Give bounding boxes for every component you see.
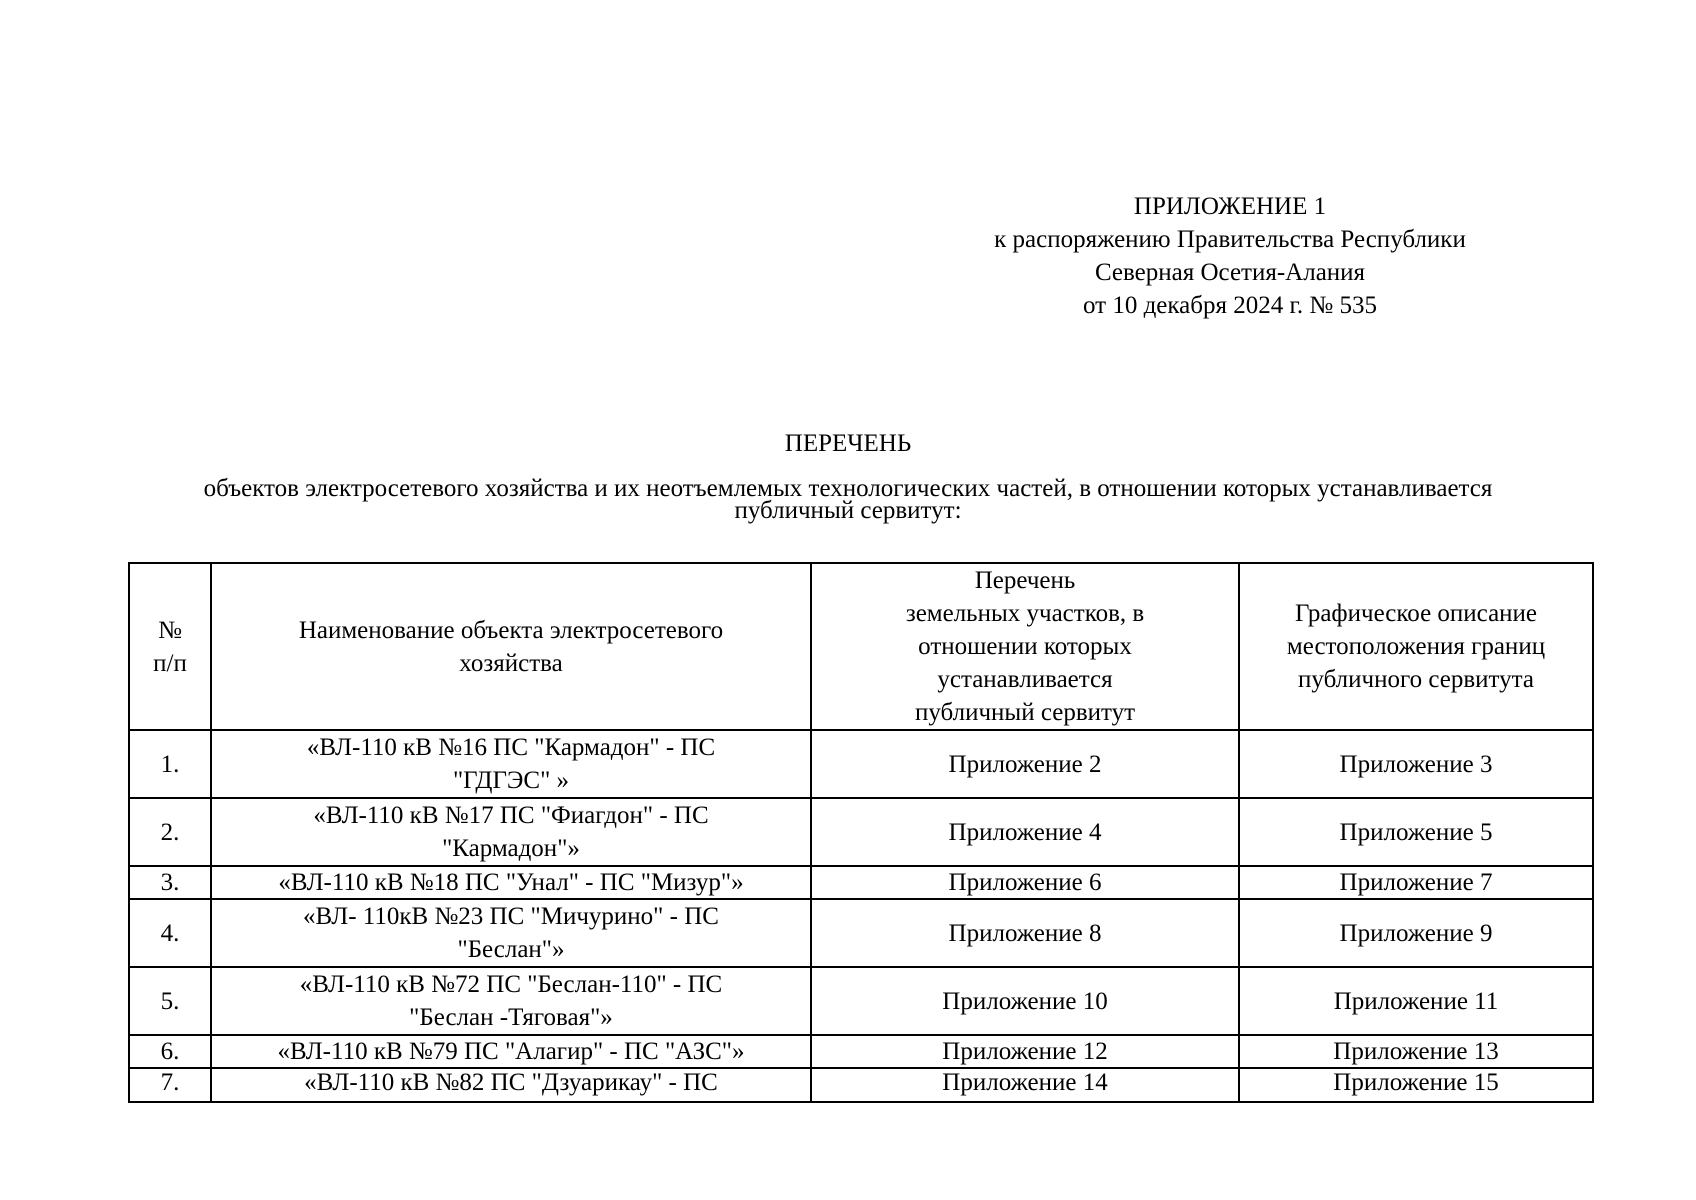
table-header-row xyxy=(129,563,1593,730)
row-object-name xyxy=(211,967,811,1035)
annex-line-3: Северная Осетия-Алания xyxy=(1094,259,1366,286)
document-title: ПЕРЕЧЕНЬ xyxy=(784,430,912,457)
row-plots-annex: Приложение 8 xyxy=(811,899,1239,967)
object-name-line: "Беслан -Тяговая"» xyxy=(409,1004,613,1031)
row-plots-annex: Приложение 6 xyxy=(811,866,1239,899)
object-name-line: «ВЛ-110 кВ №16 ПС "Кармадон" - ПС xyxy=(306,734,716,761)
annex-line-4: от 10 декабря 2024 г. № 535 xyxy=(1082,292,1378,319)
row-object-name xyxy=(211,866,811,899)
table-row xyxy=(129,1035,1593,1068)
header-name-line: хозяйства xyxy=(459,649,563,677)
row-num: 6. xyxy=(129,1035,211,1068)
table-row xyxy=(129,730,1593,798)
header-graphic-line: публичного сервитута xyxy=(1298,666,1534,693)
object-name-line: «ВЛ-110 кВ №72 ПС "Беслан-110" - ПС xyxy=(299,971,723,998)
subtitle-line-2: публичный сервитут: xyxy=(734,497,962,524)
table-row xyxy=(129,967,1593,1035)
table-row xyxy=(129,1068,1593,1102)
document-subtitle xyxy=(110,475,1586,524)
row-graphic-annex: Приложение 3 xyxy=(1239,730,1593,798)
row-object-name xyxy=(211,798,811,866)
header-num-line: п/п xyxy=(153,649,187,677)
object-name-line: «ВЛ- 110кВ №23 ПС "Мичурино" - ПС xyxy=(303,903,719,930)
object-name-line: «ВЛ-110 кВ №79 ПС "Алагир" - ПС "АЗС"» xyxy=(277,1038,745,1065)
row-plots-annex: Приложение 10 xyxy=(811,967,1239,1035)
object-name-line: "Беслан"» xyxy=(457,936,565,963)
row-object-name xyxy=(211,730,811,798)
row-object-name xyxy=(211,899,811,967)
annex-heading xyxy=(950,190,1510,322)
row-graphic-annex: Приложение 9 xyxy=(1239,899,1593,967)
object-name-line: "ГДГЭС" » xyxy=(452,767,570,794)
object-name-line: «ВЛ-110 кВ №18 ПС "Унал" - ПС "Мизур"» xyxy=(278,869,744,896)
row-num: 3. xyxy=(129,866,211,899)
header-plots-line: Перечень xyxy=(974,567,1076,594)
header-plots-line: публичный сервитут xyxy=(914,699,1136,726)
row-object-name xyxy=(211,1068,811,1102)
row-num: 2. xyxy=(129,798,211,866)
table-row xyxy=(129,866,1593,899)
header-num-line: № xyxy=(158,616,182,644)
header-graphic-line: Графическое описание xyxy=(1294,600,1538,627)
object-name-line: «ВЛ-110 кВ №82 ПС "Дзуарикау" - ПС xyxy=(304,1069,718,1096)
row-num: 7. xyxy=(129,1068,211,1102)
row-object-name xyxy=(211,1035,811,1068)
row-graphic-annex: Приложение 5 xyxy=(1239,798,1593,866)
annex-line-2: к распоряжению Правительства Республики xyxy=(994,226,1466,253)
header-name xyxy=(211,563,811,730)
header-plots-line: земельных участков, в xyxy=(905,600,1145,627)
row-graphic-annex: Приложение 7 xyxy=(1239,866,1593,899)
row-plots-annex: Приложение 2 xyxy=(811,730,1239,798)
subtitle-line-1: объектов электросетевого хозяйства и их неотъемлемых технологических частей, в отношении которых устанавливается xyxy=(203,475,1493,502)
header-plots-line: отношении которых xyxy=(918,633,1132,660)
row-num: 4. xyxy=(129,899,211,967)
row-num: 5. xyxy=(129,967,211,1035)
row-graphic-annex: Приложение 15 xyxy=(1239,1068,1593,1102)
row-plots-annex: Приложение 12 xyxy=(811,1035,1239,1068)
row-graphic-annex: Приложение 11 xyxy=(1239,967,1593,1035)
row-plots-annex: Приложение 4 xyxy=(811,798,1239,866)
object-name-line: "Кармадон"» xyxy=(442,835,580,862)
header-plots xyxy=(811,563,1239,730)
object-name-line: «ВЛ-110 кВ №17 ПС "Фиагдон" - ПС xyxy=(313,802,709,829)
row-num: 1. xyxy=(129,730,211,798)
header-graphic xyxy=(1239,563,1593,730)
row-plots-annex: Приложение 14 xyxy=(811,1068,1239,1102)
table-row xyxy=(129,899,1593,967)
table-row xyxy=(129,798,1593,866)
row-graphic-annex: Приложение 13 xyxy=(1239,1035,1593,1068)
header-graphic-line: местоположения границ xyxy=(1286,633,1546,660)
objects-table xyxy=(128,562,1594,1103)
annex-title: ПРИЛОЖЕНИЕ 1 xyxy=(1133,193,1327,220)
header-plots-line: устанавливается xyxy=(937,666,1113,693)
header-num xyxy=(129,563,211,730)
header-name-line: Наименование объекта электросетевого xyxy=(298,616,724,644)
